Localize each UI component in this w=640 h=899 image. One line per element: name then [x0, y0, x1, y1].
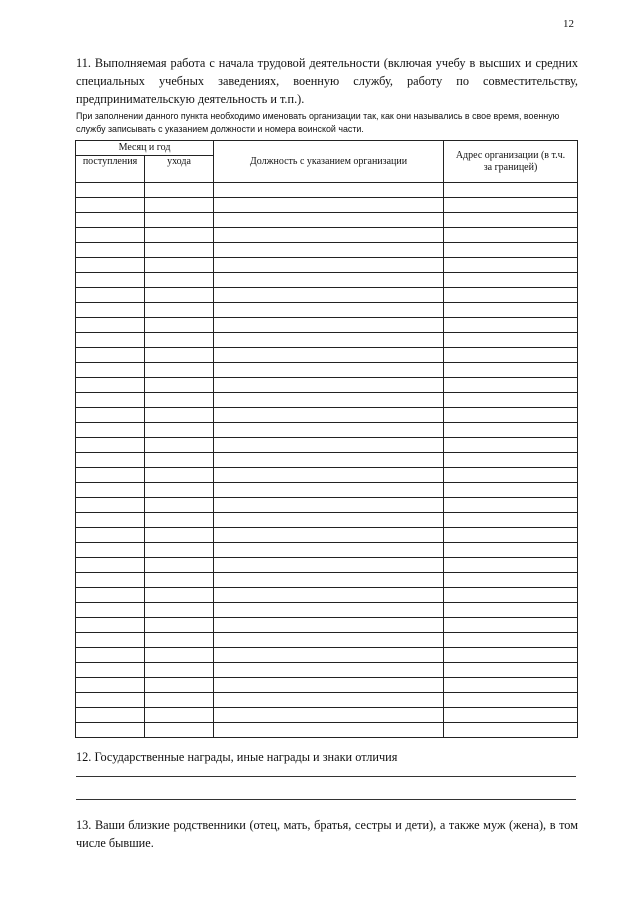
cell-address[interactable] — [444, 513, 578, 528]
cell-address[interactable] — [444, 333, 578, 348]
table-row — [76, 288, 578, 303]
cell-address[interactable] — [444, 543, 578, 558]
table-row — [76, 708, 578, 723]
table-row — [76, 513, 578, 528]
cell-end[interactable] — [145, 468, 214, 483]
cell-address[interactable] — [444, 708, 578, 723]
cell-start[interactable] — [76, 363, 145, 378]
cell-position[interactable] — [214, 498, 444, 513]
cell-address[interactable] — [444, 318, 578, 333]
cell-position[interactable] — [214, 408, 444, 423]
table-row — [76, 723, 578, 738]
cell-position[interactable] — [214, 318, 444, 333]
cell-address[interactable] — [444, 213, 578, 228]
table-row — [76, 228, 578, 243]
cell-address[interactable] — [444, 588, 578, 603]
table-row — [76, 603, 578, 618]
cell-end[interactable] — [145, 438, 214, 453]
cell-address[interactable] — [444, 648, 578, 663]
cell-start[interactable] — [76, 483, 145, 498]
cell-position[interactable] — [214, 543, 444, 558]
cell-start[interactable] — [76, 228, 145, 243]
section-13-title: 13. Ваши близкие родственники (отец, мать, братья, сестры и дети), а также муж (жена), в том числе бывшие. — [76, 818, 578, 850]
cell-address[interactable] — [444, 408, 578, 423]
cell-position[interactable] — [214, 363, 444, 378]
cell-end[interactable] — [145, 498, 214, 513]
cell-position[interactable] — [214, 393, 444, 408]
cell-start[interactable] — [76, 543, 145, 558]
cell-address[interactable] — [444, 468, 578, 483]
table-row — [76, 633, 578, 648]
cell-end[interactable] — [145, 183, 214, 198]
table-row — [76, 648, 578, 663]
cell-end[interactable] — [145, 318, 214, 333]
table-row — [76, 393, 578, 408]
cell-end[interactable] — [145, 528, 214, 543]
cell-start[interactable] — [76, 288, 145, 303]
cell-position[interactable] — [214, 258, 444, 273]
table-row — [76, 378, 578, 393]
cell-start[interactable] — [76, 708, 145, 723]
cell-position[interactable] — [214, 693, 444, 708]
cell-end[interactable] — [145, 273, 214, 288]
cell-start[interactable] — [76, 468, 145, 483]
cell-position[interactable] — [214, 558, 444, 573]
cell-end[interactable] — [145, 543, 214, 558]
cell-end[interactable] — [145, 573, 214, 588]
cell-position[interactable] — [214, 438, 444, 453]
table-row — [76, 498, 578, 513]
cell-position[interactable] — [214, 468, 444, 483]
cell-position[interactable] — [214, 228, 444, 243]
cell-address[interactable] — [444, 423, 578, 438]
cell-position[interactable] — [214, 528, 444, 543]
cell-end[interactable] — [145, 693, 214, 708]
cell-start[interactable] — [76, 333, 145, 348]
cell-address[interactable] — [444, 453, 578, 468]
cell-end[interactable] — [145, 723, 214, 738]
cell-end[interactable] — [145, 198, 214, 213]
table-row — [76, 318, 578, 333]
cell-address[interactable] — [444, 363, 578, 378]
cell-position[interactable] — [214, 633, 444, 648]
cell-position[interactable] — [214, 678, 444, 693]
cell-position[interactable] — [214, 483, 444, 498]
cell-end[interactable] — [145, 333, 214, 348]
table-row — [76, 198, 578, 213]
cell-end[interactable] — [145, 603, 214, 618]
table-row — [76, 408, 578, 423]
cell-start[interactable] — [76, 498, 145, 513]
section-11-note: При заполнении данного пункта необходимо именовать организации так, как они назывались в свое время, военную службу записывать с указанием должности и номера воинской части. — [76, 111, 560, 134]
header-position: Должность с указанием организации — [214, 141, 444, 183]
cell-start[interactable] — [76, 393, 145, 408]
table-row — [76, 588, 578, 603]
cell-position[interactable] — [214, 213, 444, 228]
cell-end[interactable] — [145, 648, 214, 663]
section-12-fill-line-1[interactable] — [76, 776, 576, 777]
cell-start[interactable] — [76, 258, 145, 273]
table-row — [76, 258, 578, 273]
cell-position[interactable] — [214, 198, 444, 213]
cell-address[interactable] — [444, 378, 578, 393]
table-row — [76, 363, 578, 378]
cell-address[interactable] — [444, 348, 578, 363]
cell-address[interactable] — [444, 198, 578, 213]
cell-end[interactable] — [145, 348, 214, 363]
cell-position[interactable] — [214, 348, 444, 363]
table-row — [76, 333, 578, 348]
cell-end[interactable] — [145, 618, 214, 633]
cell-end[interactable] — [145, 633, 214, 648]
header-start: поступления — [76, 156, 145, 183]
cell-position[interactable] — [214, 603, 444, 618]
cell-address[interactable] — [444, 273, 578, 288]
cell-address[interactable] — [444, 258, 578, 273]
cell-start[interactable] — [76, 528, 145, 543]
cell-position[interactable] — [214, 648, 444, 663]
cell-address[interactable] — [444, 498, 578, 513]
cell-end[interactable] — [145, 558, 214, 573]
section-12-fill-line-2[interactable] — [76, 799, 576, 800]
cell-start[interactable] — [76, 378, 145, 393]
cell-position[interactable] — [214, 378, 444, 393]
cell-start[interactable] — [76, 678, 145, 693]
cell-start[interactable] — [76, 633, 145, 648]
cell-position[interactable] — [214, 183, 444, 198]
table-row — [76, 558, 578, 573]
cell-start[interactable] — [76, 303, 145, 318]
table-row — [76, 243, 578, 258]
cell-start[interactable] — [76, 618, 145, 633]
cell-start[interactable] — [76, 438, 145, 453]
cell-start[interactable] — [76, 693, 145, 708]
cell-end[interactable] — [145, 423, 214, 438]
cell-end[interactable] — [145, 588, 214, 603]
cell-end[interactable] — [145, 378, 214, 393]
table-row — [76, 273, 578, 288]
cell-end[interactable] — [145, 483, 214, 498]
table-row — [76, 693, 578, 708]
cell-address[interactable] — [444, 303, 578, 318]
cell-address[interactable] — [444, 393, 578, 408]
cell-end[interactable] — [145, 663, 214, 678]
cell-end[interactable] — [145, 708, 214, 723]
cell-address[interactable] — [444, 288, 578, 303]
cell-start[interactable] — [76, 588, 145, 603]
cell-position[interactable] — [214, 333, 444, 348]
cell-start[interactable] — [76, 453, 145, 468]
cell-position[interactable] — [214, 663, 444, 678]
cell-end[interactable] — [145, 453, 214, 468]
cell-address[interactable] — [444, 723, 578, 738]
table-row — [76, 483, 578, 498]
table-row — [76, 678, 578, 693]
cell-start[interactable] — [76, 213, 145, 228]
cell-position[interactable] — [214, 573, 444, 588]
table-row — [76, 348, 578, 363]
table-row — [76, 213, 578, 228]
table-row — [76, 438, 578, 453]
cell-position[interactable] — [214, 423, 444, 438]
cell-start[interactable] — [76, 183, 145, 198]
cell-end[interactable] — [145, 288, 214, 303]
table-row — [76, 468, 578, 483]
table-row — [76, 663, 578, 678]
cell-address[interactable] — [444, 483, 578, 498]
header-month-year: Месяц и год — [76, 141, 214, 156]
cell-start[interactable] — [76, 573, 145, 588]
table-row — [76, 543, 578, 558]
page-number: 12 — [563, 18, 574, 30]
cell-address[interactable] — [444, 603, 578, 618]
cell-start[interactable] — [76, 423, 145, 438]
cell-start[interactable] — [76, 198, 145, 213]
cell-address[interactable] — [444, 633, 578, 648]
cell-position[interactable] — [214, 588, 444, 603]
section-12-title: 12. Государственные награды, иные награды и знаки отличия — [76, 750, 398, 764]
cell-position[interactable] — [214, 513, 444, 528]
cell-end[interactable] — [145, 408, 214, 423]
header-address: Адрес организации (в т.ч. за границей) — [444, 141, 578, 183]
cell-end[interactable] — [145, 213, 214, 228]
cell-start[interactable] — [76, 408, 145, 423]
cell-address[interactable] — [444, 573, 578, 588]
table-row — [76, 618, 578, 633]
cell-position[interactable] — [214, 708, 444, 723]
work-history-rows — [76, 183, 578, 738]
cell-end[interactable] — [145, 513, 214, 528]
cell-start[interactable] — [76, 348, 145, 363]
cell-end[interactable] — [145, 303, 214, 318]
cell-end[interactable] — [145, 678, 214, 693]
table-row — [76, 423, 578, 438]
cell-address[interactable] — [444, 558, 578, 573]
cell-start[interactable] — [76, 723, 145, 738]
cell-start[interactable] — [76, 318, 145, 333]
cell-position[interactable] — [214, 453, 444, 468]
cell-address[interactable] — [444, 663, 578, 678]
cell-position[interactable] — [214, 723, 444, 738]
table-row — [76, 183, 578, 198]
cell-position[interactable] — [214, 303, 444, 318]
section-11-title: 11. Выполняемая работа с начала трудовой деятельности (включая учебу в высших и средних специальных учебных заведениях, военную службу, работу по совместительству, предпринимательскую деятельность и т.п.). — [76, 56, 578, 106]
cell-start[interactable] — [76, 558, 145, 573]
cell-end[interactable] — [145, 363, 214, 378]
table-row — [76, 528, 578, 543]
cell-position[interactable] — [214, 618, 444, 633]
cell-start[interactable] — [76, 603, 145, 618]
cell-end[interactable] — [145, 258, 214, 273]
cell-end[interactable] — [145, 393, 214, 408]
cell-position[interactable] — [214, 288, 444, 303]
cell-start[interactable] — [76, 648, 145, 663]
work-history-table — [75, 140, 578, 738]
cell-address[interactable] — [444, 678, 578, 693]
cell-address[interactable] — [444, 693, 578, 708]
cell-address[interactable] — [444, 528, 578, 543]
cell-start[interactable] — [76, 243, 145, 258]
cell-start[interactable] — [76, 663, 145, 678]
cell-start[interactable] — [76, 513, 145, 528]
table-row — [76, 573, 578, 588]
table-row — [76, 453, 578, 468]
cell-address[interactable] — [444, 228, 578, 243]
cell-end[interactable] — [145, 243, 214, 258]
cell-address[interactable] — [444, 438, 578, 453]
cell-position[interactable] — [214, 243, 444, 258]
table-row — [76, 303, 578, 318]
header-end: ухода — [145, 156, 214, 183]
cell-position[interactable] — [214, 273, 444, 288]
cell-address[interactable] — [444, 183, 578, 198]
cell-address[interactable] — [444, 243, 578, 258]
cell-address[interactable] — [444, 618, 578, 633]
cell-end[interactable] — [145, 228, 214, 243]
cell-start[interactable] — [76, 273, 145, 288]
